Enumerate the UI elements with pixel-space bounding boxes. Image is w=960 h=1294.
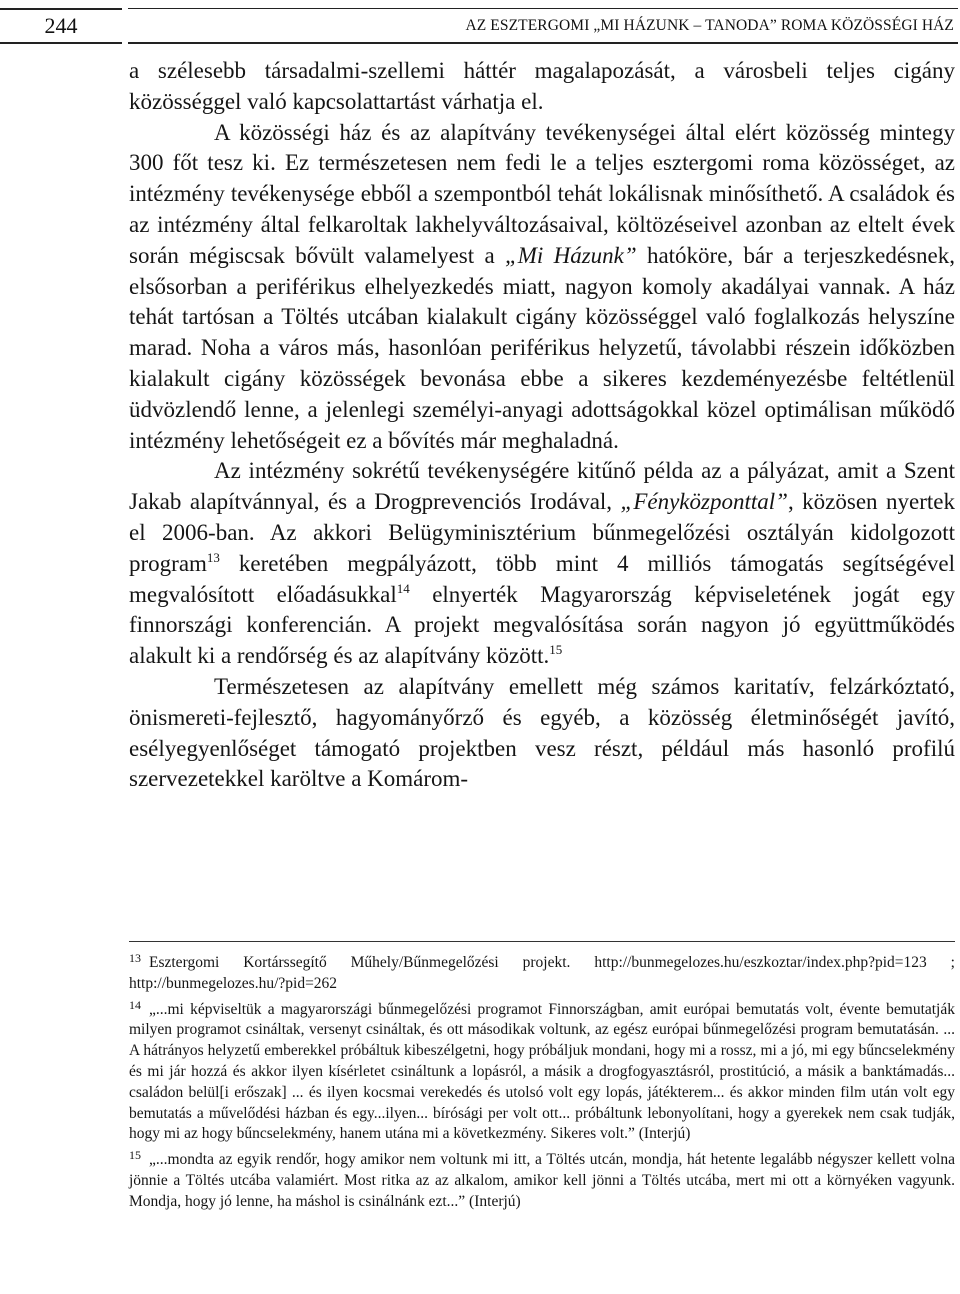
italic-fenykozpont: „Fényközponttal”: [620, 489, 788, 515]
footnote-14: $^{14}$ „...mi képviseltük a magyarországi bűnmegelőzési programot Finnországban, amit európai bemutatás volt, évente bemutatják milyen programot csináltak, versenyt csináltak, és ott másodikak voltunk, az egész európai bűnmegelőzési program bemutatásán. ... A hátrányos helyzetű emberekkel próbáltuk kibeszélgetni, hogy próbáljuk mondani, hogy mi a rossz, mi a jó, mi egy bűncselekmény és mi jár hozzá és akkor ilyen kísérletet csináltunk a lopásról, a másik a drogfogyasztásról, prostitúció, a másik a banktámadás... családon belül[i erőszak] ... és ilyen kocsmai verekedés és utolsó volt egy lopás, játékterem... és akkor minden film után volt egy bemutatás a művelődési házban és egy...ilyen... bírósági per volt ott... próbáltunk lebonyolítani, hogy a gyerekek nem csak tudják, hogy mi az hogy bűncselekmény, hanem utána mi a következmény. Sikeres volt.” (Interjú): [129, 997, 955, 1143]
italic-mi-hazunk: „Mi Házunk”: [504, 242, 637, 268]
footnote-divider: [129, 941, 955, 942]
footnote-number: 14: [129, 997, 141, 1012]
footnote-ref-14[interactable]: 14: [396, 580, 410, 596]
footnotes: [129, 953, 955, 1218]
footnote-number: 15: [129, 1148, 141, 1163]
footnote-15: $^{15}$ „...mondta az egyik rendőr, hogy amikor nem voltunk mi itt, a Töltés utcán, mondja, hát hetente legalább négyszer kellett volna jönnie a Töltés utcába valamiért. Most ritka az az alkalom, amikor kell jönni a Töltés utcába, mert mi ott a környéken vagyunk. Mondja, hogy jó lenne, ha máshol is csinálnánk ezt...” (Interjú): [129, 1148, 955, 1210]
footnote-13: $^{13}$ Esztergomi Kortárssegítő Műhely/Bűnmegelőzési projekt. http://bunmegelozes.hu/eszkoztar/index.php?pid=123 ; http://bunmegelozes.hu/?pid=262: [129, 951, 955, 992]
page-header: [0, 0, 960, 48]
page-number: 244: [0, 8, 122, 44]
running-head: AZ ESZTERGOMI „MI HÁZUNK – TANODA” ROMA KÖZÖSSÉGI HÁZ: [128, 8, 958, 44]
footnote-ref-13[interactable]: 13: [206, 549, 220, 565]
paragraph-2: A közösségi ház és az alapítvány tevékenységei által elért közösség mintegy 300 főt tesz ki. Ez természetesen nem fedi le a teljes esztergomi roma közösséget, az intézmény tevékenysége ebből a szempontból tehát lokálisnak minősíthető. A családok és az intézmény által felkaroltak lakhelyváltozásaival, költözéseivel azonban az eltelt évek során mégiscsak bővült valamelyest a „Mi Házunk” hatóköre, bár a terjeszkedésnek, elsősorban a periférikus elhelyezkedés miatt, nagyon komoly akadályai vannak. A ház tehát tartósan a Töltés utcában kialakult cigány közösséggel való foglalkozás helyszíne marad. Noha a város más, hasonlóan periférikus helyzetű, távolabbi részein időközben kialakult cigány közösségek bevonása ebbe a sikeres kezdeményezésbe feltétlenül üdvözlendő lenne, a jelenlegi személyi-anyagi adottságokkal közel optimálisan működő intézmény lehetőségeit ez a bővítés már meghaladná.: [129, 119, 955, 453]
paragraph-3: Az intézmény sokrétű tevékenységére kitűnő példa az a pályázat, amit a Szent Jakab alapítvánnyal, és a Drogprevenciós Irodával, „Fényközponttal”, közösen nyertek el 2006-ban. Az akkori Belügyminisztérium bűnmegelőzési osztályán kidolgozott program$^{13}$ keretében megpályázott, több mint 4 milliós támogatás segítségével megvalósított előadásukkal$^{14}$ elnyerték Magyarország képviseletének jogát egy finnországi konferencián. A projekt megvalósítása során nagyon jó együttműködés alakult ki a rendőrség és az alapítvány között.$^{15}$: [129, 458, 955, 669]
footnote-number: 13: [129, 951, 141, 965]
footnote-ref-15[interactable]: 15: [549, 642, 563, 658]
main-text: [129, 56, 955, 795]
paragraph-1: a szélesebb társadalmi-szellemi háttér magalapozását, a városbeli teljes cigány közösséggel való kapcsolattartást várhatja el.: [129, 58, 955, 114]
paragraph-4: Természetesen az alapítvány emellett még számos karitatív, felzárkóztató, önismereti-fejlesztő, hagyományőrző és egyéb, a közösség életminőségét javító, esélyegyenlőséget támogató projektben vesz részt, például más hasonló profilú szervezetekkel karöltve a Komárom-: [129, 673, 955, 792]
